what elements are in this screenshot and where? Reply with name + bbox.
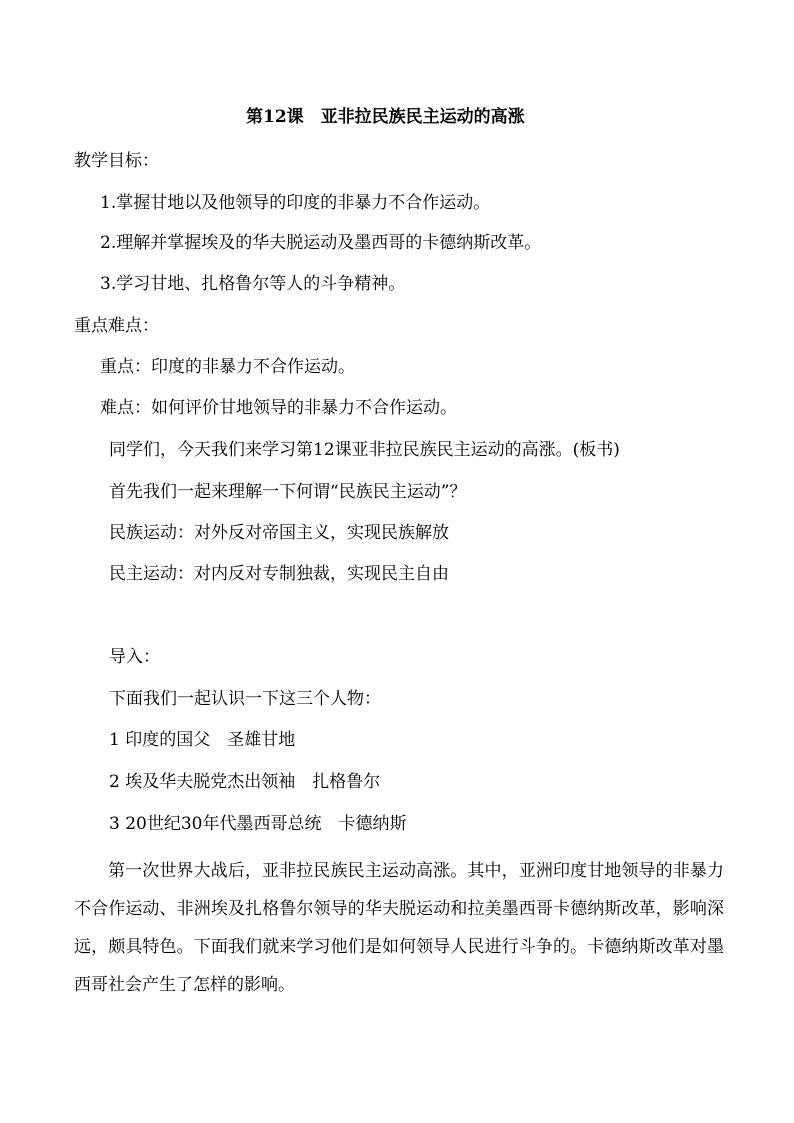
lead-in-heading: 导入： (109, 647, 160, 667)
difficult-point: 难点：如何评价甘地领导的非暴力不合作运动。 (100, 398, 457, 418)
intro-line: 民主运动：对内反对专制独裁，实现民主自由 (109, 564, 449, 584)
key-point: 重点：印度的非暴力不合作运动。 (100, 357, 355, 377)
objectives-heading: 教学目标： (74, 151, 159, 171)
closing-paragraph: 第一次世界大战后，亚非拉民族民主运动高涨。其中，亚洲印度甘地领导的非暴力不合作运动、非洲埃及扎格鲁尔领导的华夫脱运动和拉美墨西哥卡德纳斯改革，影响深远，颇具特色。下面我们就来学习他们是如何领导人民进行斗争的。卡德纳斯改革对墨西哥社会产生了怎样的影响。 (74, 861, 724, 995)
intro-line: 同学们，今天我们来学习第12课亚非拉民族民主运动的高涨。(板书) (109, 440, 620, 460)
objective-item: 1.掌握甘地以及他领导的印度的非暴力不合作运动。 (100, 193, 491, 213)
key-points-heading: 重点难点： (74, 316, 159, 336)
person-item: 1 印度的国父 圣雄甘地 (109, 730, 296, 750)
objective-item: 3.学习甘地、扎格鲁尔等人的斗争精神。 (100, 274, 406, 294)
objective-item: 2.理解并掌握埃及的华夫脱运动及墨西哥的卡德纳斯改革。 (100, 233, 542, 253)
intro-line: 首先我们一起来理解一下何谓“民族民主运动”？ (109, 482, 467, 502)
intro-line: 民族运动：对外反对帝国主义，实现民族解放 (109, 523, 449, 543)
person-item: 2 埃及华夫脱党杰出领袖 扎格鲁尔 (109, 772, 381, 792)
lead-in-prompt: 下面我们一起认识一下这三个人物： (109, 689, 381, 709)
person-item: 3 20世纪30年代墨西哥总统 卡德纳斯 (109, 814, 407, 834)
page-title: 第12课 亚非拉民族民主运动的高涨 (246, 107, 525, 127)
